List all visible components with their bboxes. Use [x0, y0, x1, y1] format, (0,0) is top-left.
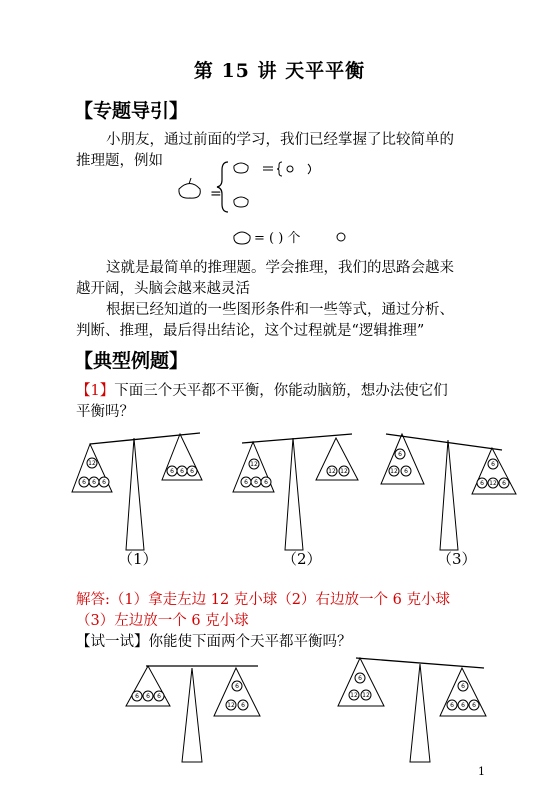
question-1-line2: 平衡吗？: [76, 404, 134, 420]
question-1-tag: 【1】: [76, 383, 115, 399]
example-equals-sign: =: [210, 186, 222, 202]
svg-text:6: 6: [480, 480, 484, 487]
right-pan: [214, 668, 260, 716]
balance-label-2: （2）: [282, 550, 322, 568]
balance-stand: [410, 664, 430, 762]
svg-text:6: 6: [461, 683, 465, 690]
example-apple-icon: [179, 178, 200, 198]
question-1-line1: [76, 381, 448, 402]
svg-text:6: 6: [244, 479, 248, 486]
answer-line1: 解答:（1）拿走左边 12 克小球（2）右边放一个 6 克小球: [76, 592, 450, 608]
small-apple-icon-2: [234, 197, 248, 207]
intro-paragraph-line2: 推理题，例如: [76, 153, 163, 169]
svg-text:6: 6: [461, 702, 465, 709]
example-result-text: = ( ) 个: [254, 231, 301, 246]
svg-text:6: 6: [157, 693, 161, 700]
balance-scale-2: [226, 426, 376, 556]
question-1-text: 下面三个天平都不平衡，你能动脑筋，想办法使它们: [114, 383, 448, 399]
intro-paragraph2-line2: 越开阔，头脑会越来越灵活: [76, 281, 250, 297]
svg-text:6: 6: [180, 468, 184, 475]
svg-text:12: 12: [88, 460, 96, 467]
svg-text:6: 6: [358, 675, 362, 682]
left-pan: [381, 434, 424, 484]
svg-text:6: 6: [146, 693, 150, 700]
svg-text:12: 12: [340, 468, 348, 475]
intro-paragraph3-line1: 根据已经知道的一些图形条件和一些等式，通过分析、: [106, 302, 454, 318]
svg-text:6: 6: [190, 468, 194, 475]
section-heading-intro: 【专题导引】: [74, 100, 189, 122]
svg-text:12: 12: [489, 480, 497, 487]
svg-text:12: 12: [350, 692, 358, 699]
svg-text:6: 6: [491, 461, 495, 468]
balance-scale-1: [68, 426, 218, 556]
svg-text:12: 12: [362, 692, 370, 699]
answer-line2: （3）左边放一个 6 克小球: [76, 613, 249, 629]
balance-stand: [182, 668, 202, 762]
svg-text:12: 12: [250, 461, 258, 468]
balance-stand: [285, 438, 303, 550]
fruit-icon: [287, 166, 293, 172]
svg-text:6: 6: [450, 702, 454, 709]
balance-stand: [126, 438, 144, 550]
section-heading-examples: 【典型例题】: [74, 350, 189, 372]
intro-paragraph3-line2: 判断、推理，最后得出结论，这个过程就是“逻辑推理”: [76, 323, 425, 339]
svg-text:12: 12: [227, 702, 235, 709]
svg-text:6: 6: [264, 479, 268, 486]
svg-text:6: 6: [102, 479, 106, 486]
intro-paragraph-line1: 小朋友，通过前面的学习，我们已经掌握了比较简单的: [106, 132, 454, 148]
svg-text:6: 6: [398, 451, 402, 458]
intro-paragraph2-line1: 这就是最简单的推理题。学会推理，我们的思路会越来: [106, 260, 454, 276]
balance-stand: [440, 440, 458, 550]
balance-label-3: （3）: [437, 550, 477, 568]
svg-text:12: 12: [390, 468, 398, 475]
right-pan: [316, 438, 358, 480]
svg-text:6: 6: [241, 702, 245, 709]
curly-brace: [217, 162, 228, 212]
svg-text:6: 6: [502, 480, 506, 487]
page-number: 1: [478, 765, 485, 778]
svg-text:6: 6: [235, 683, 239, 690]
balance-label-1: （1）: [118, 550, 158, 568]
result-fruit-icon: [337, 233, 345, 241]
result-apple-icon: [234, 232, 250, 244]
svg-text:6: 6: [170, 468, 174, 475]
balance-scale-3: [378, 426, 528, 556]
reasoning-example-figure: [170, 156, 370, 248]
svg-text:6: 6: [472, 702, 476, 709]
try-balance-scale-2: [328, 650, 508, 768]
small-apple-icon: [234, 163, 248, 173]
try-balance-scale-1: [110, 650, 280, 768]
svg-text:6: 6: [254, 479, 258, 486]
page-title: 第 15 讲 天平平衡: [193, 60, 366, 82]
svg-text:6: 6: [82, 479, 86, 486]
svg-text:12: 12: [328, 468, 336, 475]
svg-text:6: 6: [135, 693, 139, 700]
svg-text:6: 6: [92, 479, 96, 486]
try-it-prompt: 【试一试】你能使下面两个天平都平衡吗？: [76, 634, 352, 650]
svg-text:6: 6: [404, 468, 408, 475]
